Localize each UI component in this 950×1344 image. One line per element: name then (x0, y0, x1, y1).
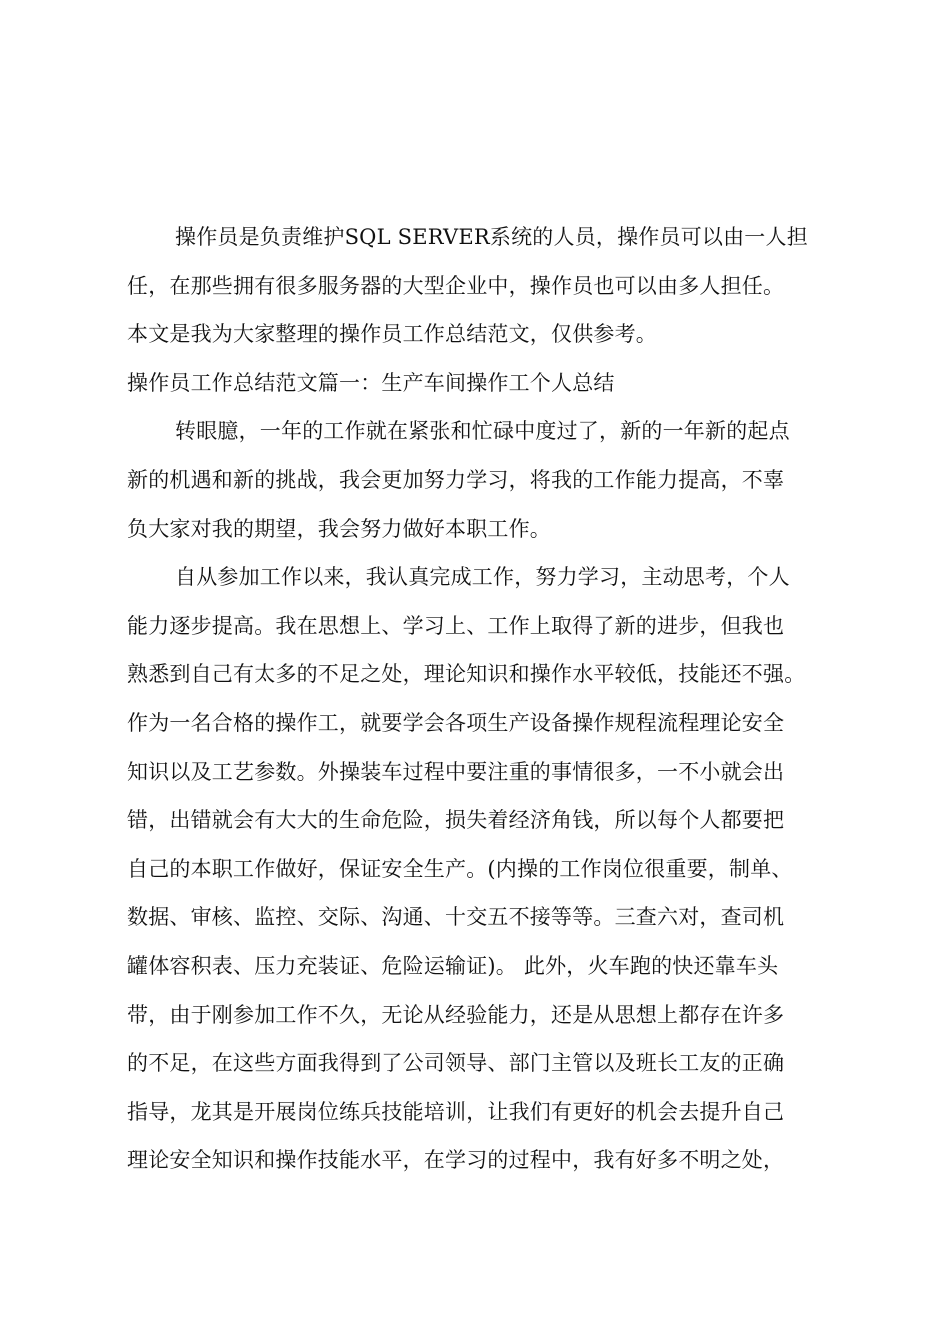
paragraph-line: 转眼臆，一年的工作就在紧张和忙碌中度过了，新的一年新的起点 (175, 419, 790, 444)
paragraph-line: 带，由于刚参加工作不久，无论从经验能力，还是从思想上都存在许多 (127, 1002, 785, 1027)
intro-line: 操作员是负责维护SQL SERVER系统的人员，操作员可以由一人担 (175, 225, 808, 249)
paragraph-line: 熟悉到自己有太多的不足之处，理论知识和操作水平较低，技能还不强。 (127, 662, 806, 687)
paragraph-2 (127, 553, 827, 1185)
intro-paragraph (127, 213, 827, 359)
document-body (127, 213, 827, 1185)
paragraph-line: 知识以及工艺参数。外操装车过程中要注重的事情很多，一不小就会出 (127, 759, 785, 784)
paragraph-line: 数据、审核、监控、交际、沟通、十交五不接等等。三查六对，查司机 (127, 905, 785, 930)
paragraph-line: 负大家对我的期望，我会努力做好本职工作。 (127, 516, 551, 541)
paragraph-line: 自从参加工作以来，我认真完成工作，努力学习，主动思考，个人 (175, 565, 790, 590)
intro-line: 任，在那些拥有很多服务器的大型企业中，操作员也可以由多人担任。 (127, 273, 785, 298)
paragraph-line: 理论安全知识和操作技能水平，在学习的过程中，我有好多不明之处， (127, 1148, 785, 1173)
paragraph-line: 的不足，在这些方面我得到了公司领导、部门主管以及班长工友的正确 (127, 1051, 785, 1076)
paragraph-line: 新的机遇和新的挑战，我会更加努力学习，将我的工作能力提高，不辜 (127, 467, 785, 492)
paragraph-line: 罐体容积表、压力充装证、危险运输证)。 此外，火车跑的快还靠车头 (127, 953, 779, 978)
paragraph-line: 指导，龙其是开展岗位练兵技能培训，让我们有更好的机会去提升自己 (127, 1099, 785, 1124)
intro-line: 本文是我为大家整理的操作员工作总结范文，仅供参考。 (127, 322, 657, 347)
paragraph-line: 自己的本职工作做好，保证安全生产。(内操的工作岗位很重要，制单、 (127, 856, 793, 881)
paragraph-line: 错，出错就会有大大的生命危险，损失着经济角钱，所以每个人都要把 (127, 808, 785, 833)
section-heading: 操作员工作总结范文篇一：生产车间操作工个人总结 (127, 370, 615, 395)
paragraph-line: 作为一名合格的操作工，就要学会各项生产设备操作规程流程理论安全 (127, 710, 785, 735)
paragraph-1 (127, 407, 827, 553)
paragraph-line: 能力逐步提高。我在思想上、学习上、工作上取得了新的进步，但我也 (127, 613, 785, 638)
